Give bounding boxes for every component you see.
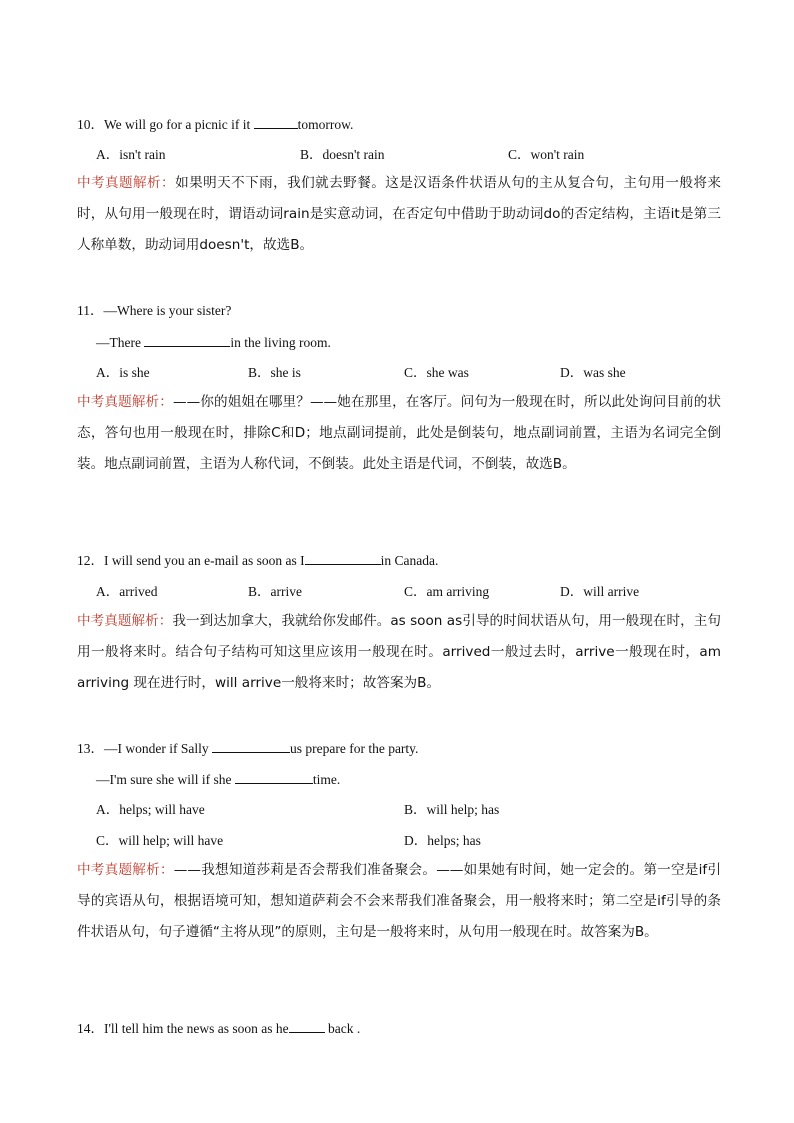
option-b: B．doesn't rain [300,147,385,162]
question-13-line-2: —I'm sure she will if she time. [96,769,340,790]
question-11-analysis: 中考真题解析：——你的姐姐在哪里？——她在那里，在客厅。问句为一般现在时，所以此处询问目前的状态，答句也用一般现在时，排除C和D；地点副词提前，此处是倒装句，地点副词前置，主语为名词完全倒装。地点副词前置，主语为人称代词，不倒装。此处主语是代词，不倒装，故选B。 [77,394,721,472]
option-b: B．will help; has [404,802,500,817]
option-c: C．she was [404,365,469,380]
question-14-stem: 14．I'll tell him the news as soon as he back . [77,1018,360,1039]
question-number: 10． [77,117,104,132]
question-11-line-2: —There in the living room. [96,332,331,353]
option-b: B．she is [248,365,301,380]
question-12-analysis: 中考真题解析：我一到达加拿大，我就给你发邮件。as soon as引导的时间状语从句，用一般现在时，主句用一般将来时。结合句子结构可知这里应该用一般现在时。arrived一般过去时，arrive一般现在时，am arriving 现在进行时，will arrive一般将来时；故答案为B。 [77,613,722,691]
analysis-tag: 中考真题解析： [77,394,173,410]
question-13-stem: 13．—I wonder if Sally us prepare for the party. [77,738,418,759]
answer-blank [235,769,313,784]
option-d: D．was she [560,365,626,380]
option-b: B．arrive [248,584,302,599]
answer-blank [254,114,298,129]
question-number: 13． [77,741,104,756]
option-a: A．helps; will have [96,802,205,817]
question-number: 11． [77,303,104,318]
option-a: A．arrived [96,584,158,599]
analysis-tag: 中考真题解析： [77,613,173,629]
question-12-stem: 12．I will send you an e-mail as soon as I in Canada. [77,550,438,571]
answer-blank [212,738,290,753]
question-11-stem: 11．—Where is your sister? [77,303,232,318]
analysis-tag: 中考真题解析： [77,175,176,191]
answer-blank [305,550,381,565]
option-a: A．isn't rain [96,147,166,162]
option-c: C．will help; will have [96,833,224,848]
question-number: 14． [77,1021,104,1036]
analysis-tag: 中考真题解析： [77,862,174,878]
question-10-stem: 10．We will go for a picnic if it tomorrow. [77,114,353,135]
option-a: A．is she [96,365,150,380]
answer-blank [289,1018,325,1033]
question-number: 12． [77,553,104,568]
question-13-analysis: 中考真题解析：——我想知道莎莉是否会帮我们准备聚会。——如果她有时间，她一定会的。第一空是if引导的宾语从句，根据语境可知，想知道萨莉会不会来帮我们准备聚会，用一般将来时；第二空是if引导的条件状语从句，句子遵循“主将从现”的原则，主句是一般将来时，从句用一般现在时。故答案为B。 [77,862,722,940]
answer-blank [144,332,230,347]
question-10-analysis: 中考真题解析：如果明天不下雨，我们就去野餐。这是汉语条件状语从句的主从复合句，主句用一般将来时，从句用一般现在时，谓语动词rain是实意动词，在否定句中借助于助动词do的否定结构，主语it是第三人称单数，助动词用doesn't，故选B。 [77,175,722,253]
option-c: C．am arriving [404,584,490,599]
option-d: D．helps; has [404,833,481,848]
option-c: C．won't rain [508,147,585,162]
option-d: D．will arrive [560,584,640,599]
